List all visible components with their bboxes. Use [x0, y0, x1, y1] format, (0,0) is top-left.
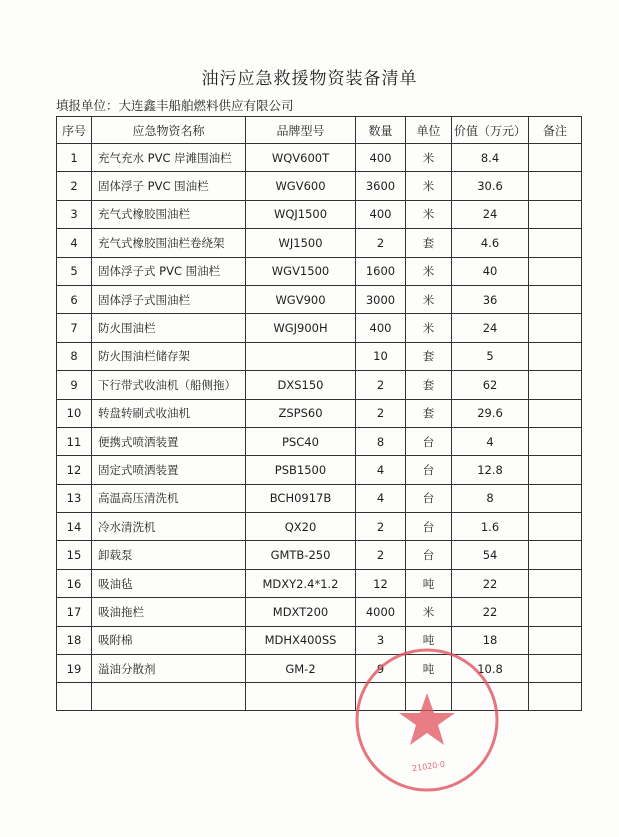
cell-unit: 米 [406, 257, 452, 285]
table-header-row [57, 117, 582, 144]
cell-note [529, 229, 582, 257]
cell-name: 充气式橡胶围油栏卷绕架 [92, 229, 246, 257]
cell-qty: 8 [356, 427, 406, 455]
cell-model: PSB1500 [246, 456, 356, 484]
cell-qty: 4 [356, 484, 406, 512]
header-note: 备注 [529, 117, 582, 144]
cell-unit: 米 [406, 172, 452, 200]
cell-no: 17 [57, 598, 92, 626]
cell-no: 8 [57, 342, 92, 370]
cell-qty: 400 [356, 144, 406, 172]
cell-value: 22 [452, 569, 529, 597]
cell-name: 冷水清洗机 [92, 513, 246, 541]
table-row [57, 513, 582, 541]
cell-qty: 2 [356, 541, 406, 569]
cell-qty: 4 [356, 456, 406, 484]
cell-unit: 米 [406, 285, 452, 313]
cell-model: MDXY2.4*1.2 [246, 569, 356, 597]
cell-no: 14 [57, 513, 92, 541]
cell-no: 19 [57, 655, 92, 683]
cell-value: 5 [452, 342, 529, 370]
cell-value: 54 [452, 541, 529, 569]
cell-note [529, 598, 582, 626]
empty-cell [92, 683, 246, 711]
cell-value: 24 [452, 314, 529, 342]
cell-unit: 米 [406, 200, 452, 228]
cell-model: BCH0917B [246, 484, 356, 512]
cell-name: 防火围油栏储存架 [92, 342, 246, 370]
cell-qty: 3000 [356, 285, 406, 313]
cell-no: 6 [57, 285, 92, 313]
cell-value: 36 [452, 285, 529, 313]
cell-no: 15 [57, 541, 92, 569]
cell-model: MDHX400SS [246, 626, 356, 654]
cell-value: 24 [452, 200, 529, 228]
cell-model: WGV1500 [246, 257, 356, 285]
cell-model: GM-2 [246, 655, 356, 683]
cell-qty: 2 [356, 229, 406, 257]
cell-qty: 10 [356, 342, 406, 370]
cell-unit: 套 [406, 371, 452, 399]
cell-value: 30.6 [452, 172, 529, 200]
cell-note [529, 314, 582, 342]
header-name: 应急物资名称 [92, 117, 246, 144]
cell-note [529, 399, 582, 427]
empty-cell [356, 683, 406, 711]
cell-note [529, 513, 582, 541]
cell-name: 高温高压清洗机 [92, 484, 246, 512]
cell-qty: 3600 [356, 172, 406, 200]
filling-unit: 填报单位：大连鑫丰船舶燃料供应有限公司 [56, 98, 294, 113]
cell-no: 1 [57, 144, 92, 172]
cell-note [529, 371, 582, 399]
cell-value: 4.6 [452, 229, 529, 257]
cell-note [529, 144, 582, 172]
cell-no: 13 [57, 484, 92, 512]
cell-name: 防火围油栏 [92, 314, 246, 342]
cell-model: WJ1500 [246, 229, 356, 257]
table-row [57, 200, 582, 228]
cell-value: 62 [452, 371, 529, 399]
cell-name: 固体浮子式 PVC 围油栏 [92, 257, 246, 285]
cell-note [529, 626, 582, 654]
cell-no: 11 [57, 427, 92, 455]
cell-value: 4 [452, 427, 529, 455]
cell-no: 10 [57, 399, 92, 427]
empty-cell [406, 683, 452, 711]
empty-cell [452, 683, 529, 711]
cell-model: DXS150 [246, 371, 356, 399]
cell-value: 40 [452, 257, 529, 285]
cell-note [529, 427, 582, 455]
cell-unit: 套 [406, 399, 452, 427]
cell-note [529, 285, 582, 313]
table-row [57, 172, 582, 200]
cell-unit: 米 [406, 314, 452, 342]
cell-unit: 吨 [406, 655, 452, 683]
cell-model: MDXT200 [246, 598, 356, 626]
cell-value: 18 [452, 626, 529, 654]
cell-note [529, 484, 582, 512]
cell-no: 3 [57, 200, 92, 228]
cell-value: 8 [452, 484, 529, 512]
cell-name: 固定式喷洒装置 [92, 456, 246, 484]
cell-note [529, 342, 582, 370]
cell-model: WGV900 [246, 285, 356, 313]
cell-name: 转盘转刷式收油机 [92, 399, 246, 427]
cell-name: 固体浮子式围油栏 [92, 285, 246, 313]
cell-unit: 米 [406, 144, 452, 172]
cell-unit: 台 [406, 513, 452, 541]
cell-name: 溢油分散剂 [92, 655, 246, 683]
cell-name: 吸油拖栏 [92, 598, 246, 626]
table-row [57, 541, 582, 569]
cell-value: 22 [452, 598, 529, 626]
empty-cell [57, 683, 92, 711]
cell-qty: 2 [356, 399, 406, 427]
empty-cell [246, 683, 356, 711]
cell-no: 18 [57, 626, 92, 654]
cell-no: 2 [57, 172, 92, 200]
cell-name: 充气式橡胶围油栏 [92, 200, 246, 228]
cell-name: 充气充水 PVC 岸滩围油栏 [92, 144, 246, 172]
cell-unit: 套 [406, 342, 452, 370]
cell-qty: 4000 [356, 598, 406, 626]
table-row [57, 229, 582, 257]
cell-value: 8.4 [452, 144, 529, 172]
cell-note [529, 569, 582, 597]
table-row [57, 598, 582, 626]
header-qty: 数量 [356, 117, 406, 144]
cell-note [529, 257, 582, 285]
cell-no: 7 [57, 314, 92, 342]
table-row-empty [57, 683, 582, 711]
table-row [57, 314, 582, 342]
cell-value: 1.6 [452, 513, 529, 541]
cell-model: WQJ1500 [246, 200, 356, 228]
cell-qty: 400 [356, 200, 406, 228]
cell-qty: 3 [356, 626, 406, 654]
seal-number: 21020·0 [411, 759, 446, 774]
empty-cell [529, 683, 582, 711]
table-row [57, 484, 582, 512]
cell-qty: 12 [356, 569, 406, 597]
header-value: 价值（万元） [452, 117, 529, 144]
cell-qty: 9 [356, 655, 406, 683]
cell-unit: 台 [406, 456, 452, 484]
cell-note [529, 172, 582, 200]
cell-name: 吸附棉 [92, 626, 246, 654]
cell-model: WGV600 [246, 172, 356, 200]
cell-unit: 套 [406, 229, 452, 257]
cell-no: 5 [57, 257, 92, 285]
cell-unit: 台 [406, 484, 452, 512]
table-row [57, 342, 582, 370]
cell-model: WGJ900H [246, 314, 356, 342]
cell-no: 12 [57, 456, 92, 484]
cell-note [529, 655, 582, 683]
cell-unit: 台 [406, 427, 452, 455]
cell-model: GMTB-250 [246, 541, 356, 569]
table-row [57, 626, 582, 654]
cell-value: 29.6 [452, 399, 529, 427]
cell-no: 4 [57, 229, 92, 257]
header-model: 品牌型号 [246, 117, 356, 144]
cell-qty: 400 [356, 314, 406, 342]
cell-no: 16 [57, 569, 92, 597]
table-body [57, 144, 582, 711]
table-row [57, 655, 582, 683]
cell-unit: 吨 [406, 569, 452, 597]
table-row [57, 427, 582, 455]
table-row [57, 144, 582, 172]
cell-name: 下行带式收油机（船侧拖） [92, 371, 246, 399]
cell-qty: 2 [356, 513, 406, 541]
table-row [57, 569, 582, 597]
table-row [57, 456, 582, 484]
cell-note [529, 200, 582, 228]
cell-model [246, 342, 356, 370]
cell-note [529, 456, 582, 484]
document-title: 油污应急救援物资装备清单 [201, 69, 418, 89]
cell-name: 吸油毡 [92, 569, 246, 597]
cell-no: 9 [57, 371, 92, 399]
cell-value: 12.8 [452, 456, 529, 484]
cell-name: 卸载泵 [92, 541, 246, 569]
equipment-table [56, 116, 582, 711]
table-row [57, 371, 582, 399]
cell-qty: 2 [356, 371, 406, 399]
table-row [57, 285, 582, 313]
header-unit: 单位 [406, 117, 452, 144]
cell-model: QX20 [246, 513, 356, 541]
cell-model: PSC40 [246, 427, 356, 455]
cell-unit: 吨 [406, 626, 452, 654]
cell-name: 便携式喷洒装置 [92, 427, 246, 455]
cell-unit: 台 [406, 541, 452, 569]
cell-model: ZSPS60 [246, 399, 356, 427]
cell-qty: 1600 [356, 257, 406, 285]
header-no: 序号 [57, 117, 92, 144]
cell-note [529, 541, 582, 569]
cell-value: 10.8 [452, 655, 529, 683]
cell-model: WQV600T [246, 144, 356, 172]
cell-unit: 米 [406, 598, 452, 626]
cell-name: 固体浮子 PVC 围油栏 [92, 172, 246, 200]
table-row [57, 399, 582, 427]
table-row [57, 257, 582, 285]
